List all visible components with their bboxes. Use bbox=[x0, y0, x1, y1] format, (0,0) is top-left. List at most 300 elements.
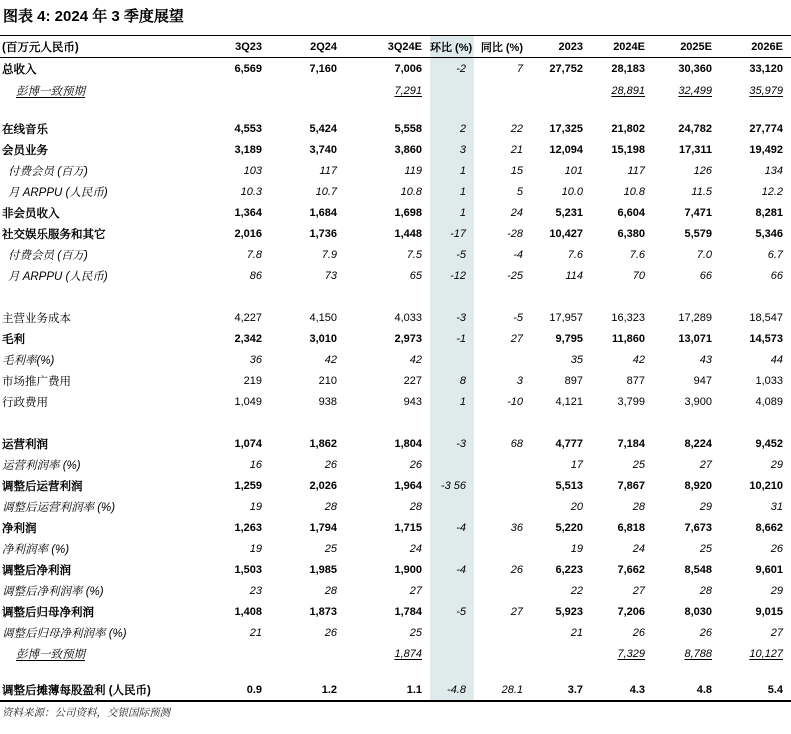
value-cell: 21 bbox=[570, 627, 583, 639]
value-cell bbox=[204, 102, 270, 119]
value-cell: 6,380 bbox=[617, 228, 645, 240]
table-row bbox=[0, 58, 791, 80]
table-row bbox=[0, 518, 791, 539]
value-cell: 6,223 bbox=[555, 564, 583, 576]
row-label: 社交娱乐服务和其它 bbox=[2, 229, 106, 241]
value-cell: 73 bbox=[324, 270, 337, 282]
value-cell: 22 bbox=[510, 123, 523, 135]
value-cell: 29 bbox=[770, 459, 783, 471]
value-cell: 66 bbox=[699, 270, 712, 282]
value-cell: 3,799 bbox=[617, 396, 645, 408]
value-cell: 5,346 bbox=[755, 228, 783, 240]
value-cell bbox=[591, 413, 653, 434]
value-cell: -4 bbox=[430, 518, 474, 539]
column-header: 2024E bbox=[591, 36, 653, 58]
column-header: 3Q24E bbox=[345, 36, 430, 58]
value-cell: 4.3 bbox=[591, 680, 653, 701]
value-cell: 21 bbox=[510, 144, 523, 156]
value-cell: 4,150 bbox=[309, 312, 337, 324]
value-cell: 31 bbox=[770, 501, 783, 513]
value-cell: -28 bbox=[507, 228, 523, 240]
value-cell bbox=[430, 413, 474, 434]
header-row bbox=[0, 36, 791, 58]
value-cell: 21 bbox=[249, 627, 262, 639]
value-cell: 1.1 bbox=[345, 680, 430, 701]
value-cell: 101 bbox=[564, 165, 583, 177]
value-cell: 1,698 bbox=[394, 207, 422, 219]
value-cell: 227 bbox=[403, 375, 422, 387]
row-label bbox=[0, 413, 204, 434]
value-cell: 42 bbox=[632, 354, 645, 366]
value-cell: -10 bbox=[507, 396, 523, 408]
value-cell: 7,329 bbox=[617, 648, 645, 660]
value-cell bbox=[270, 287, 345, 308]
value-cell: 1,985 bbox=[309, 564, 337, 576]
column-header: 2026E bbox=[720, 36, 791, 58]
value-cell: 2,016 bbox=[234, 228, 262, 240]
value-cell: 12.2 bbox=[761, 186, 783, 198]
value-cell bbox=[430, 102, 474, 119]
value-cell: 1,033 bbox=[755, 375, 783, 387]
value-cell bbox=[531, 644, 591, 665]
value-cell: 3.7 bbox=[531, 680, 591, 701]
spacer-row bbox=[0, 102, 791, 119]
spacer-row bbox=[0, 287, 791, 308]
value-cell: 5,579 bbox=[684, 228, 712, 240]
value-cell: 2,973 bbox=[394, 333, 422, 345]
value-cell: 947 bbox=[693, 375, 712, 387]
value-cell: 15 bbox=[510, 165, 523, 177]
value-cell: 44 bbox=[770, 354, 783, 366]
value-cell: 26 bbox=[632, 627, 645, 639]
value-cell: 10,210 bbox=[749, 480, 783, 492]
value-cell: 5,424 bbox=[309, 123, 337, 135]
value-cell: 8 bbox=[430, 371, 474, 392]
value-cell bbox=[430, 644, 474, 665]
value-cell: 5.4 bbox=[720, 680, 791, 701]
column-header: 环比 (%) bbox=[430, 36, 474, 58]
value-cell: 8,030 bbox=[684, 606, 712, 618]
value-cell bbox=[345, 413, 430, 434]
value-cell: 25 bbox=[632, 459, 645, 471]
table-row bbox=[0, 680, 791, 701]
value-cell: 24 bbox=[409, 543, 422, 555]
value-cell: 7,662 bbox=[617, 564, 645, 576]
value-cell: -5 bbox=[430, 602, 474, 623]
value-cell bbox=[531, 413, 591, 434]
value-cell bbox=[474, 665, 531, 680]
value-cell bbox=[474, 539, 531, 560]
value-cell: 68 bbox=[510, 438, 523, 450]
value-cell: 18,547 bbox=[749, 312, 783, 324]
value-cell bbox=[474, 623, 531, 644]
value-cell bbox=[204, 665, 270, 680]
row-label bbox=[0, 287, 204, 308]
column-header: 2025E bbox=[653, 36, 720, 58]
value-cell: 1,874 bbox=[394, 648, 422, 660]
value-cell: 10,427 bbox=[549, 228, 583, 240]
row-label: 运营利润率 (%) bbox=[2, 460, 81, 472]
value-cell: 36 bbox=[510, 522, 523, 534]
value-cell: -5 bbox=[430, 245, 474, 266]
value-cell: 117 bbox=[319, 165, 337, 177]
value-cell: 897 bbox=[564, 375, 583, 387]
value-cell bbox=[531, 102, 591, 119]
row-label: 净利润率 (%) bbox=[2, 544, 70, 556]
value-cell: 8,224 bbox=[684, 438, 712, 450]
value-cell bbox=[591, 665, 653, 680]
value-cell bbox=[720, 413, 791, 434]
value-cell bbox=[430, 539, 474, 560]
value-cell bbox=[270, 102, 345, 119]
row-label: 调整后运营利润率 (%) bbox=[2, 502, 116, 514]
value-cell: 1,263 bbox=[234, 522, 262, 534]
value-cell: 28 bbox=[324, 501, 337, 513]
value-cell: 10.7 bbox=[315, 186, 337, 198]
value-cell bbox=[430, 80, 474, 102]
table-row bbox=[0, 455, 791, 476]
value-cell: 7.0 bbox=[696, 249, 712, 261]
value-cell bbox=[474, 476, 531, 497]
column-header: (百万元人民币) bbox=[0, 36, 204, 58]
value-cell: 1.2 bbox=[270, 680, 345, 701]
table-row bbox=[0, 623, 791, 644]
value-cell: 33,120 bbox=[749, 62, 783, 75]
value-cell: 877 bbox=[626, 375, 645, 387]
value-cell: 7,184 bbox=[617, 438, 645, 450]
value-cell: 27 bbox=[510, 333, 523, 345]
value-cell bbox=[591, 102, 653, 119]
table-row bbox=[0, 434, 791, 455]
table-row bbox=[0, 644, 791, 665]
value-cell: 16,323 bbox=[611, 312, 645, 324]
value-cell: 5,923 bbox=[555, 606, 583, 618]
value-cell: 3,010 bbox=[309, 333, 337, 345]
table-row bbox=[0, 224, 791, 245]
value-cell bbox=[720, 665, 791, 680]
table-row bbox=[0, 560, 791, 581]
value-cell: -12 bbox=[430, 266, 474, 287]
value-cell: 10.8 bbox=[400, 186, 422, 198]
value-cell bbox=[270, 644, 345, 665]
table-row bbox=[0, 245, 791, 266]
value-cell: -4 bbox=[430, 560, 474, 581]
value-cell bbox=[720, 102, 791, 119]
value-cell: 13,071 bbox=[678, 333, 712, 345]
value-cell: 16 bbox=[249, 459, 262, 471]
value-cell bbox=[270, 413, 345, 434]
row-label: 调整后归母净利润 bbox=[2, 607, 94, 619]
value-cell: 11,860 bbox=[611, 333, 645, 345]
value-cell: 1,684 bbox=[309, 207, 337, 219]
value-cell: -1 bbox=[430, 329, 474, 350]
value-cell bbox=[474, 80, 531, 102]
value-cell: 17,289 bbox=[678, 312, 712, 324]
value-cell: 7.8 bbox=[246, 249, 262, 261]
value-cell: 117 bbox=[627, 165, 645, 177]
value-cell: 27 bbox=[632, 585, 645, 597]
value-cell bbox=[430, 665, 474, 680]
table-row bbox=[0, 581, 791, 602]
table-row bbox=[0, 497, 791, 518]
value-cell: 210 bbox=[318, 375, 337, 387]
value-cell: 17,311 bbox=[678, 144, 712, 156]
value-cell bbox=[345, 287, 430, 308]
value-cell bbox=[430, 287, 474, 308]
value-cell: 7,471 bbox=[684, 207, 712, 219]
value-cell: 24 bbox=[510, 207, 523, 219]
value-cell: 9,452 bbox=[755, 438, 783, 450]
row-label: 运营利润 bbox=[2, 439, 48, 451]
value-cell: 126 bbox=[693, 165, 712, 177]
value-cell: -5 bbox=[513, 312, 523, 324]
row-label: 调整后归母净利润率 (%) bbox=[2, 628, 127, 640]
value-cell: -2 bbox=[430, 58, 474, 80]
value-cell: 24 bbox=[632, 543, 645, 555]
value-cell: 19 bbox=[249, 501, 262, 513]
value-cell: 4,089 bbox=[755, 396, 783, 408]
row-label: 非会员收入 bbox=[2, 208, 60, 220]
spacer-row bbox=[0, 665, 791, 680]
row-label: 毛利率(%) bbox=[2, 355, 55, 367]
value-cell: 23 bbox=[249, 585, 262, 597]
value-cell: 28 bbox=[324, 585, 337, 597]
value-cell: 10.8 bbox=[623, 186, 645, 198]
value-cell: 2,342 bbox=[234, 333, 262, 345]
value-cell: 22 bbox=[570, 585, 583, 597]
table-row bbox=[0, 203, 791, 224]
value-cell: 1,862 bbox=[309, 438, 337, 450]
value-cell bbox=[531, 80, 591, 102]
value-cell: -4.8 bbox=[430, 680, 474, 701]
table-row bbox=[0, 329, 791, 350]
value-cell: 7,206 bbox=[617, 606, 645, 618]
value-cell: -4 bbox=[513, 249, 523, 261]
row-label: 月 ARPPU (人民币) bbox=[8, 271, 108, 283]
row-label: 在线音乐 bbox=[2, 124, 48, 136]
table-row bbox=[0, 161, 791, 182]
value-cell: 70 bbox=[632, 270, 645, 282]
value-cell: 1,074 bbox=[234, 438, 262, 450]
table-body bbox=[0, 58, 791, 701]
row-label: 净利润 bbox=[2, 523, 37, 535]
column-header: 2Q24 bbox=[270, 36, 345, 58]
value-cell: 28,183 bbox=[611, 62, 645, 75]
value-cell: 134 bbox=[764, 165, 783, 177]
value-cell: 1,715 bbox=[394, 522, 422, 534]
value-cell: 25 bbox=[324, 543, 337, 555]
value-cell: 65 bbox=[409, 270, 422, 282]
value-cell: 8,281 bbox=[755, 207, 783, 219]
value-cell: 43 bbox=[699, 354, 712, 366]
value-cell: 7.6 bbox=[629, 249, 645, 261]
value-cell: 8,548 bbox=[684, 564, 712, 576]
value-cell: 1 bbox=[430, 161, 474, 182]
value-cell: 7.5 bbox=[406, 249, 422, 261]
value-cell: 3,740 bbox=[309, 144, 337, 156]
row-label: 付费会员 (百万) bbox=[8, 166, 88, 178]
value-cell: 5,513 bbox=[555, 480, 583, 492]
value-cell bbox=[345, 102, 430, 119]
value-cell: -17 bbox=[430, 224, 474, 245]
value-cell bbox=[474, 102, 531, 119]
value-cell: 1 bbox=[430, 182, 474, 203]
value-cell bbox=[430, 581, 474, 602]
value-cell: 7.9 bbox=[321, 249, 337, 261]
value-cell: 5 bbox=[516, 186, 523, 198]
value-cell: 938 bbox=[318, 396, 337, 408]
row-label: 月 ARPPU (人民币) bbox=[8, 187, 108, 199]
value-cell: 35,979 bbox=[749, 84, 783, 97]
value-cell: 26 bbox=[699, 627, 712, 639]
value-cell: 9,795 bbox=[555, 333, 583, 345]
value-cell: 3,860 bbox=[394, 144, 422, 156]
value-cell bbox=[720, 287, 791, 308]
value-cell bbox=[653, 665, 720, 680]
row-label: 市场推广费用 bbox=[2, 376, 71, 388]
value-cell bbox=[531, 287, 591, 308]
table-row bbox=[0, 392, 791, 413]
row-label bbox=[0, 665, 204, 680]
value-cell: 1,364 bbox=[234, 207, 262, 219]
table-row bbox=[0, 476, 791, 497]
value-cell: 27 bbox=[770, 627, 783, 639]
value-cell: 1,049 bbox=[234, 396, 262, 408]
row-label: 行政费用 bbox=[2, 397, 48, 409]
value-cell: 1,804 bbox=[394, 438, 422, 450]
value-cell: 4,033 bbox=[394, 312, 422, 324]
value-cell: 10.0 bbox=[561, 186, 583, 198]
value-cell: 27,774 bbox=[749, 123, 783, 135]
value-cell: 1,794 bbox=[309, 522, 337, 534]
value-cell bbox=[204, 644, 270, 665]
value-cell: 4,121 bbox=[555, 396, 583, 408]
value-cell: 17,957 bbox=[549, 312, 583, 324]
value-cell: 14,573 bbox=[749, 333, 783, 345]
value-cell: 11.5 bbox=[691, 186, 712, 198]
value-cell: 219 bbox=[243, 375, 262, 387]
table-row bbox=[0, 182, 791, 203]
row-label: 付费会员 (百万) bbox=[8, 250, 88, 262]
value-cell: 28.1 bbox=[474, 680, 531, 701]
row-label: 毛利 bbox=[2, 334, 25, 346]
value-cell: 1,900 bbox=[394, 564, 422, 576]
column-header: 3Q23 bbox=[204, 36, 270, 58]
value-cell: 2,026 bbox=[309, 480, 337, 492]
value-cell: 28 bbox=[409, 501, 422, 513]
value-cell: -3 bbox=[430, 308, 474, 329]
value-cell: 26 bbox=[409, 459, 422, 471]
value-cell: 10,127 bbox=[749, 648, 783, 660]
value-cell: 8,788 bbox=[684, 648, 712, 660]
value-cell: 29 bbox=[770, 585, 783, 597]
value-cell: 42 bbox=[409, 354, 422, 366]
value-cell: 4.8 bbox=[653, 680, 720, 701]
table-row bbox=[0, 308, 791, 329]
value-cell: 119 bbox=[404, 165, 422, 177]
value-cell: -3 bbox=[430, 434, 474, 455]
column-header: 2023 bbox=[531, 36, 591, 58]
value-cell bbox=[653, 102, 720, 119]
value-cell bbox=[204, 413, 270, 434]
value-cell: 4,777 bbox=[555, 438, 583, 450]
value-cell: 27 bbox=[409, 585, 422, 597]
value-cell bbox=[204, 80, 270, 102]
table-row bbox=[0, 80, 791, 102]
value-cell bbox=[430, 623, 474, 644]
value-cell bbox=[345, 665, 430, 680]
row-label: 主营业务成本 bbox=[2, 313, 71, 325]
value-cell bbox=[474, 413, 531, 434]
figure-title: 图表 4: 2024 年 3 季度展望 bbox=[3, 8, 184, 25]
value-cell: 19 bbox=[249, 543, 262, 555]
value-cell bbox=[474, 455, 531, 476]
value-cell: 20 bbox=[570, 501, 583, 513]
value-cell: 7 bbox=[516, 62, 523, 75]
source-note: 资料来源：公司资料，交银国际预测 bbox=[2, 708, 170, 719]
value-cell: 9,015 bbox=[755, 606, 783, 618]
value-cell: 30,360 bbox=[678, 62, 712, 75]
value-cell bbox=[591, 287, 653, 308]
value-cell: 26 bbox=[324, 459, 337, 471]
value-cell: 6,569 bbox=[234, 62, 262, 75]
value-cell: 2 bbox=[430, 119, 474, 140]
value-cell: 1,873 bbox=[309, 606, 337, 618]
value-cell: 19,492 bbox=[749, 144, 783, 156]
value-cell: 943 bbox=[403, 396, 422, 408]
table-row bbox=[0, 371, 791, 392]
value-cell: 114 bbox=[565, 270, 583, 282]
value-cell bbox=[430, 497, 474, 518]
value-cell: 19 bbox=[570, 543, 583, 555]
value-cell: 1,736 bbox=[309, 228, 337, 240]
value-cell bbox=[430, 350, 474, 371]
value-cell: 7,867 bbox=[617, 480, 645, 492]
value-cell: 5,558 bbox=[394, 123, 422, 135]
row-label: 调整后净利润 bbox=[2, 565, 71, 577]
value-cell: 15,198 bbox=[611, 144, 645, 156]
row-label: 调整后运营利润 bbox=[2, 481, 83, 493]
value-cell: 26 bbox=[510, 564, 523, 576]
row-label bbox=[0, 102, 204, 119]
row-label: 调整后摊薄每股盈利 (人民币) bbox=[0, 680, 204, 701]
value-cell bbox=[653, 413, 720, 434]
value-cell: 7,291 bbox=[394, 84, 422, 97]
value-cell bbox=[270, 665, 345, 680]
row-label: 彭博一致预期 bbox=[16, 649, 85, 661]
value-cell: 36 bbox=[249, 354, 262, 366]
value-cell: 6.7 bbox=[767, 249, 783, 261]
value-cell: 7,006 bbox=[394, 62, 422, 75]
value-cell bbox=[430, 455, 474, 476]
column-header: 同比 (%) bbox=[474, 36, 531, 58]
value-cell: 103 bbox=[243, 165, 262, 177]
value-cell: 1,259 bbox=[234, 480, 262, 492]
value-cell: 3,189 bbox=[234, 144, 262, 156]
value-cell: 9,601 bbox=[755, 564, 783, 576]
row-label: 总收入 bbox=[2, 63, 37, 76]
table-row bbox=[0, 350, 791, 371]
value-cell: 17 bbox=[570, 459, 583, 471]
value-cell: 7,160 bbox=[309, 62, 337, 75]
value-cell: 1,964 bbox=[394, 480, 422, 492]
value-cell: 27,752 bbox=[549, 62, 583, 75]
table-row bbox=[0, 140, 791, 161]
value-cell: 6,604 bbox=[617, 207, 645, 219]
value-cell: 66 bbox=[770, 270, 783, 282]
value-cell: 10.3 bbox=[240, 186, 262, 198]
value-cell bbox=[531, 665, 591, 680]
